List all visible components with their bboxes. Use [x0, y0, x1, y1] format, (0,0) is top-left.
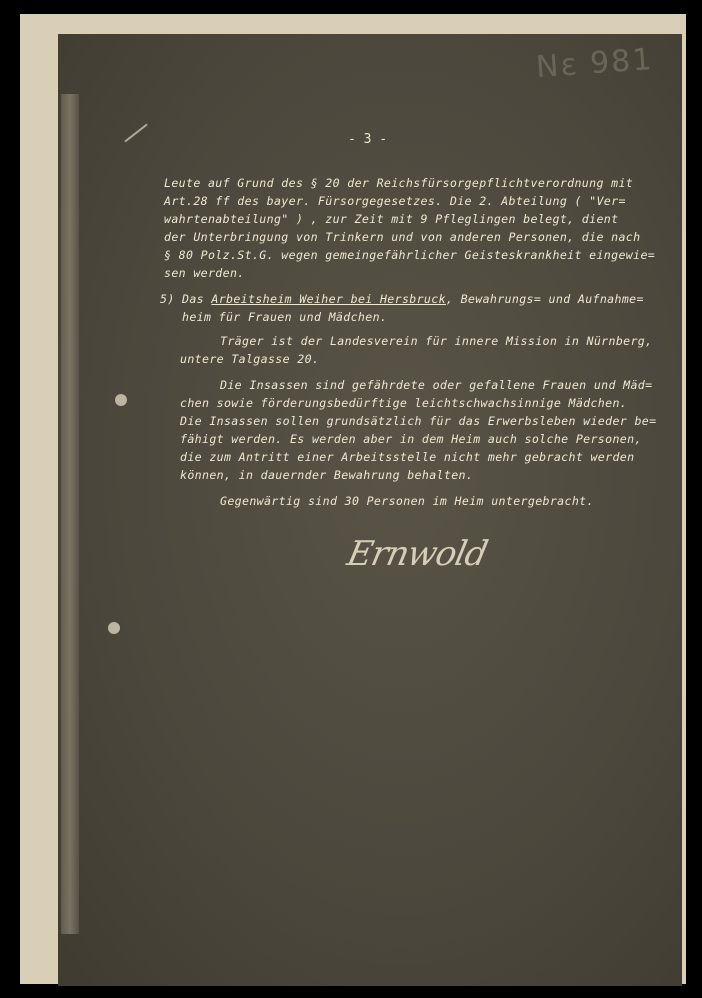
document-sheet	[20, 14, 686, 984]
text-line: Gegenwärtig sind 30 Personen im Heim untergebracht.	[220, 494, 594, 508]
photocopy-page	[58, 34, 682, 986]
text-line: Träger ist der Landesverein für innere Mission in Nürnberg,	[220, 334, 653, 348]
text-line: fähigt werden. Es werden aber in dem Heim auch solche Personen,	[180, 432, 642, 446]
institution-name: Arbeitsheim Weiher bei Hersbruck	[211, 292, 446, 306]
text-line: können, in dauernder Bewahrung behalten.	[180, 468, 474, 482]
punch-hole-mark	[108, 622, 120, 634]
list-item-rest: , Bewahrungs= und Aufnahme=	[445, 292, 644, 306]
list-item-number: 5)	[160, 292, 175, 306]
text-line: Art.28 ff des bayer. Fürsorgegesetzes. Die 2. Abteilung ( "Ver=	[164, 194, 626, 208]
page-edge-strip	[61, 94, 79, 934]
handwritten-signature: Ernwold	[343, 534, 491, 574]
text-line: Leute auf Grund des § 20 der Reichsfürsorgepflichtverordnung mit	[164, 176, 634, 190]
text-line: die zum Antritt einer Arbeitsstelle nicht mehr gebracht werden	[180, 450, 635, 464]
text-line: chen sowie förderungsbedürftige leichtschwachsinnige Mädchen.	[180, 396, 628, 410]
list-item-5-line	[160, 290, 644, 308]
text-line: heim für Frauen und Mädchen.	[182, 310, 388, 324]
text-line: untere Talgasse 20.	[180, 352, 320, 366]
text-line: § 80 Polz.St.G. wegen gemeingefährlicher Geisteskrankheit eingewie=	[164, 248, 656, 262]
list-item-prefix: Das	[182, 292, 205, 306]
punch-hole-mark	[115, 394, 127, 406]
text-line: Die Insassen sollen grundsätzlich für das Erwerbsleben wieder be=	[180, 414, 657, 428]
text-line: Die Insassen sind gefährdete oder gefallene Frauen und Mäd=	[220, 378, 653, 392]
archive-stamp-number: Nε 981	[534, 41, 655, 86]
page-number: - 3 -	[348, 132, 388, 147]
text-line: der Unterbringung von Trinkern und von anderen Personen, die nach	[164, 230, 641, 244]
text-line: sen werden.	[164, 266, 245, 280]
scratch-mark	[124, 124, 147, 143]
text-line: wahrtenabteilung" ) , zur Zeit mit 9 Pfleglingen belegt, dient	[164, 212, 619, 226]
